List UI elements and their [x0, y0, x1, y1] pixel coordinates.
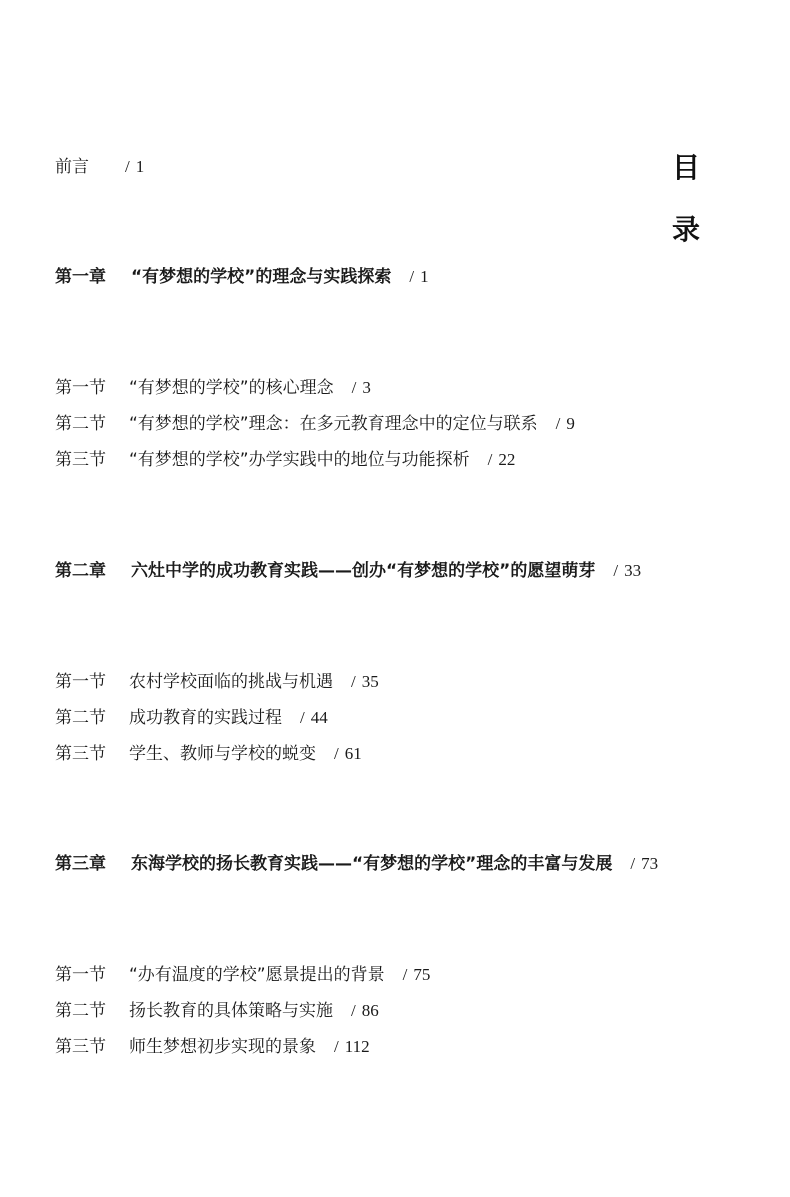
section-page-number: / 44 [300, 708, 328, 727]
toc-heading-char-2: 录 [672, 213, 701, 246]
section-page-number: / 22 [487, 450, 516, 469]
section-label: 第一节 [55, 965, 106, 985]
chapter-label: 第一章 [55, 267, 106, 287]
toc-entry-chapter-1-section-3[interactable] [55, 449, 515, 471]
section-page-number: / 35 [351, 672, 379, 691]
toc-entry-chapter-2[interactable] [55, 560, 641, 582]
toc-entry-chapter-3-section-1[interactable] [55, 964, 430, 986]
chapter-label: 第二章 [55, 561, 106, 581]
toc-heading-char-1: 目 [672, 151, 701, 184]
section-page-number: / 75 [402, 965, 431, 984]
section-label: 第一节 [55, 672, 106, 692]
section-label: 第三节 [55, 450, 106, 470]
toc-entry-preface[interactable] [55, 156, 144, 178]
section-title: 师生梦想初步实现的景象 [129, 1037, 316, 1057]
section-title: “有梦想的学校”理念：在多元教育理念中的定位与联系 [129, 414, 538, 434]
toc-entry-chapter-3-section-3[interactable] [55, 1036, 370, 1058]
section-title: “有梦想的学校”的核心理念 [129, 378, 334, 398]
section-title: 学生、教师与学校的蜕变 [129, 744, 316, 764]
section-page-number: / 86 [351, 1001, 379, 1020]
section-label: 第三节 [55, 744, 106, 764]
toc-entry-chapter-3-section-2[interactable] [55, 1000, 379, 1022]
section-label: 第二节 [55, 708, 106, 728]
preface-label: 前言 [55, 157, 89, 177]
section-label: 第二节 [55, 414, 106, 434]
chapter-title: “有梦想的学校”的理念与实践探索 [131, 267, 392, 287]
toc-entry-chapter-1-section-2[interactable] [55, 413, 575, 435]
chapter-page-number: / 33 [613, 561, 642, 580]
chapter-label: 第三章 [55, 854, 106, 874]
section-label: 第三节 [55, 1037, 106, 1057]
chapter-page-number: / 1 [409, 267, 429, 286]
section-title: 扬长教育的具体策略与实施 [129, 1001, 333, 1021]
toc-entry-chapter-2-section-1[interactable] [55, 671, 379, 693]
toc-entry-chapter-3[interactable] [55, 853, 658, 875]
section-title: 成功教育的实践过程 [129, 708, 282, 728]
section-title: 农村学校面临的挑战与机遇 [129, 672, 333, 692]
chapter-page-number: / 73 [630, 854, 659, 873]
preface-page-number: / 1 [125, 157, 145, 176]
section-label: 第二节 [55, 1001, 106, 1021]
section-page-number: / 61 [334, 744, 362, 763]
section-title: “有梦想的学校”办学实践中的地位与功能探析 [129, 450, 470, 470]
toc-entry-chapter-1-section-1[interactable] [55, 377, 371, 399]
chapter-title: 六灶中学的成功教育实践——创办“有梦想的学校”的愿望萌芽 [131, 561, 596, 581]
section-page-number: / 3 [351, 378, 371, 397]
section-page-number: / 9 [555, 414, 575, 433]
section-page-number: / 112 [334, 1037, 370, 1056]
toc-entry-chapter-1[interactable] [55, 266, 429, 288]
chapter-title: 东海学校的扬长教育实践——“有梦想的学校”理念的丰富与发展 [131, 854, 613, 874]
toc-entry-chapter-2-section-3[interactable] [55, 743, 362, 765]
toc-entry-chapter-2-section-2[interactable] [55, 707, 328, 729]
section-label: 第一节 [55, 378, 106, 398]
section-title: “办有温度的学校”愿景提出的背景 [129, 965, 385, 985]
